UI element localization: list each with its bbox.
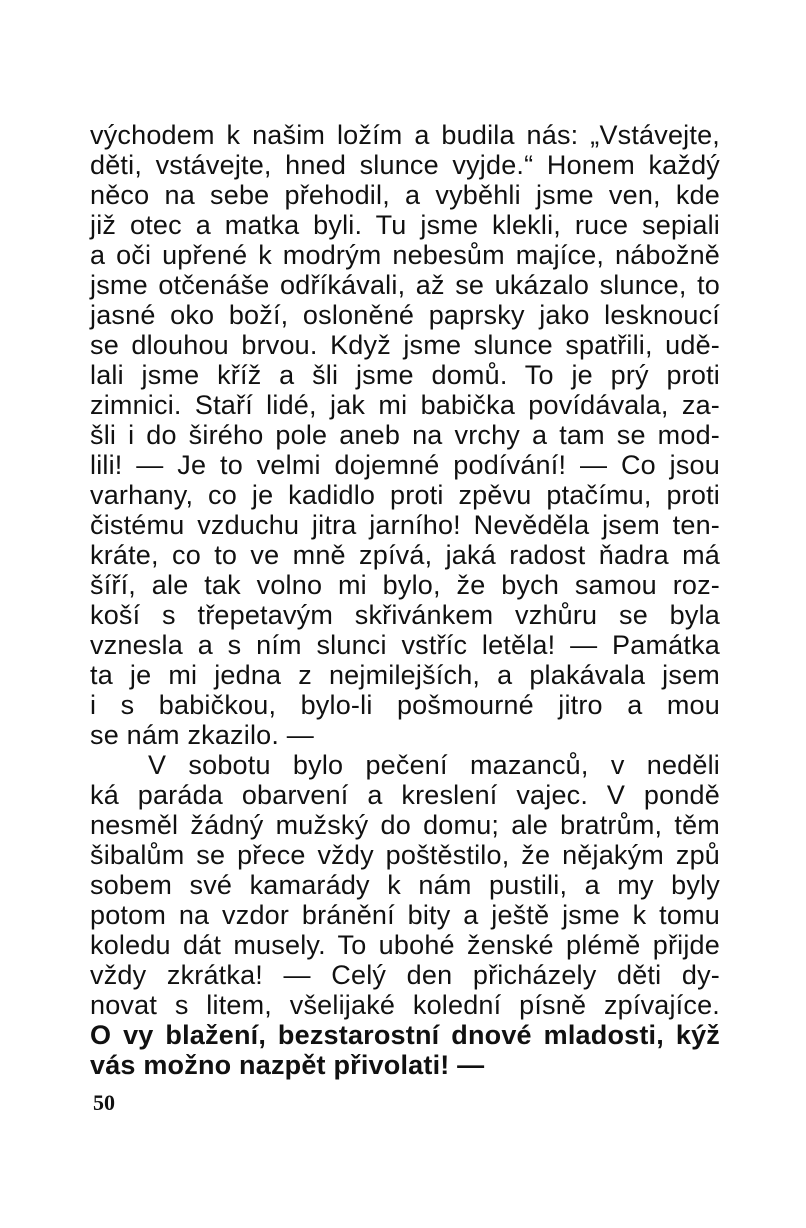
text-line: čistému vzduchu jitra jarního! Nevěděla jsem ten- xyxy=(90,510,720,540)
text-line: děti, vstávejte, hned slunce vyjde.“ Honem každý xyxy=(90,150,720,180)
body-text xyxy=(90,120,720,1080)
text-line: novat s litem, všelijaké kolední písně zpívajíce. xyxy=(90,990,720,1020)
text-line: vás možno nazpět přivolati! — xyxy=(90,1050,485,1080)
text-line: i s babičkou, bylo-li pošmourné jitro a mou xyxy=(90,690,720,720)
text-line: ta je mi jedna z nejmilejších, a plakávala jsem xyxy=(90,660,720,690)
text-line: nesměl žádný mužský do domu; ale bratrům, těm xyxy=(90,810,720,840)
text-line: V sobotu bylo pečení mazanců, v neděli xyxy=(148,750,720,780)
text-line: šli i do širého pole aneb na vrchy a tam se mod- xyxy=(90,420,720,450)
text-line: a oči upřené k modrým nebesům majíce, nábožně xyxy=(90,240,720,270)
text-line: koledu dát musely. To ubohé ženské plémě přijde xyxy=(90,930,720,960)
text-line: jasné oko boží, osloněné paprsky jako lesknoucí xyxy=(90,300,720,330)
text-line: jsme otčenáše odříkávali, až se ukázalo slunce, to xyxy=(90,270,720,300)
text-line: varhany, co je kadidlo proti zpěvu ptačímu, proti xyxy=(90,480,720,510)
page-number: 50 xyxy=(93,1090,115,1115)
text-line: koší s třepetavým skřivánkem vzhůru se byla xyxy=(90,600,720,630)
text-line: se nám zkazilo. — xyxy=(90,720,314,750)
text-line: ká paráda obarvení a kreslení vajec. V pondě xyxy=(90,780,720,810)
text-line: zimnici. Staří lidé, jak mi babička povídávala, za- xyxy=(90,390,720,420)
text-line: vždy zkrátka! — Celý den přicházely děti dy- xyxy=(90,960,720,990)
text-line: potom na vzdor bránění bity a ještě jsme k tomu xyxy=(90,900,720,930)
text-line: šibalům se přece vždy poštěstilo, že nějakým způ xyxy=(90,840,720,870)
text-line: vznesla a s ním slunci vstříc letěla! — Památka xyxy=(90,630,720,660)
text-line: sobem své kamarády k nám pustili, a my byly xyxy=(90,870,720,900)
text-line: se dlouhou brvou. Když jsme slunce spatřili, udě- xyxy=(90,330,720,360)
text-line: něco na sebe přehodil, a vyběhli jsme ven, kde xyxy=(90,180,720,210)
text-line: šíří, ale tak volno mi bylo, že bych samou roz- xyxy=(90,570,720,600)
text-line: lali jsme kříž a šli jsme domů. To je prý proti xyxy=(90,360,720,390)
text-line: lili! — Je to velmi dojemné podívání! — Co jsou xyxy=(90,450,720,480)
text-line: kráte, co to ve mně zpívá, jaká radost ňadra má xyxy=(90,540,720,570)
text-line: O vy blažení, bezstarostní dnové mladosti, kýž xyxy=(90,1020,720,1050)
text-line: již otec a matka byli. Tu jsme klekli, ruce sepiali xyxy=(90,210,720,240)
text-line: východem k našim ložím a budila nás: „Vstávejte, xyxy=(90,120,720,150)
